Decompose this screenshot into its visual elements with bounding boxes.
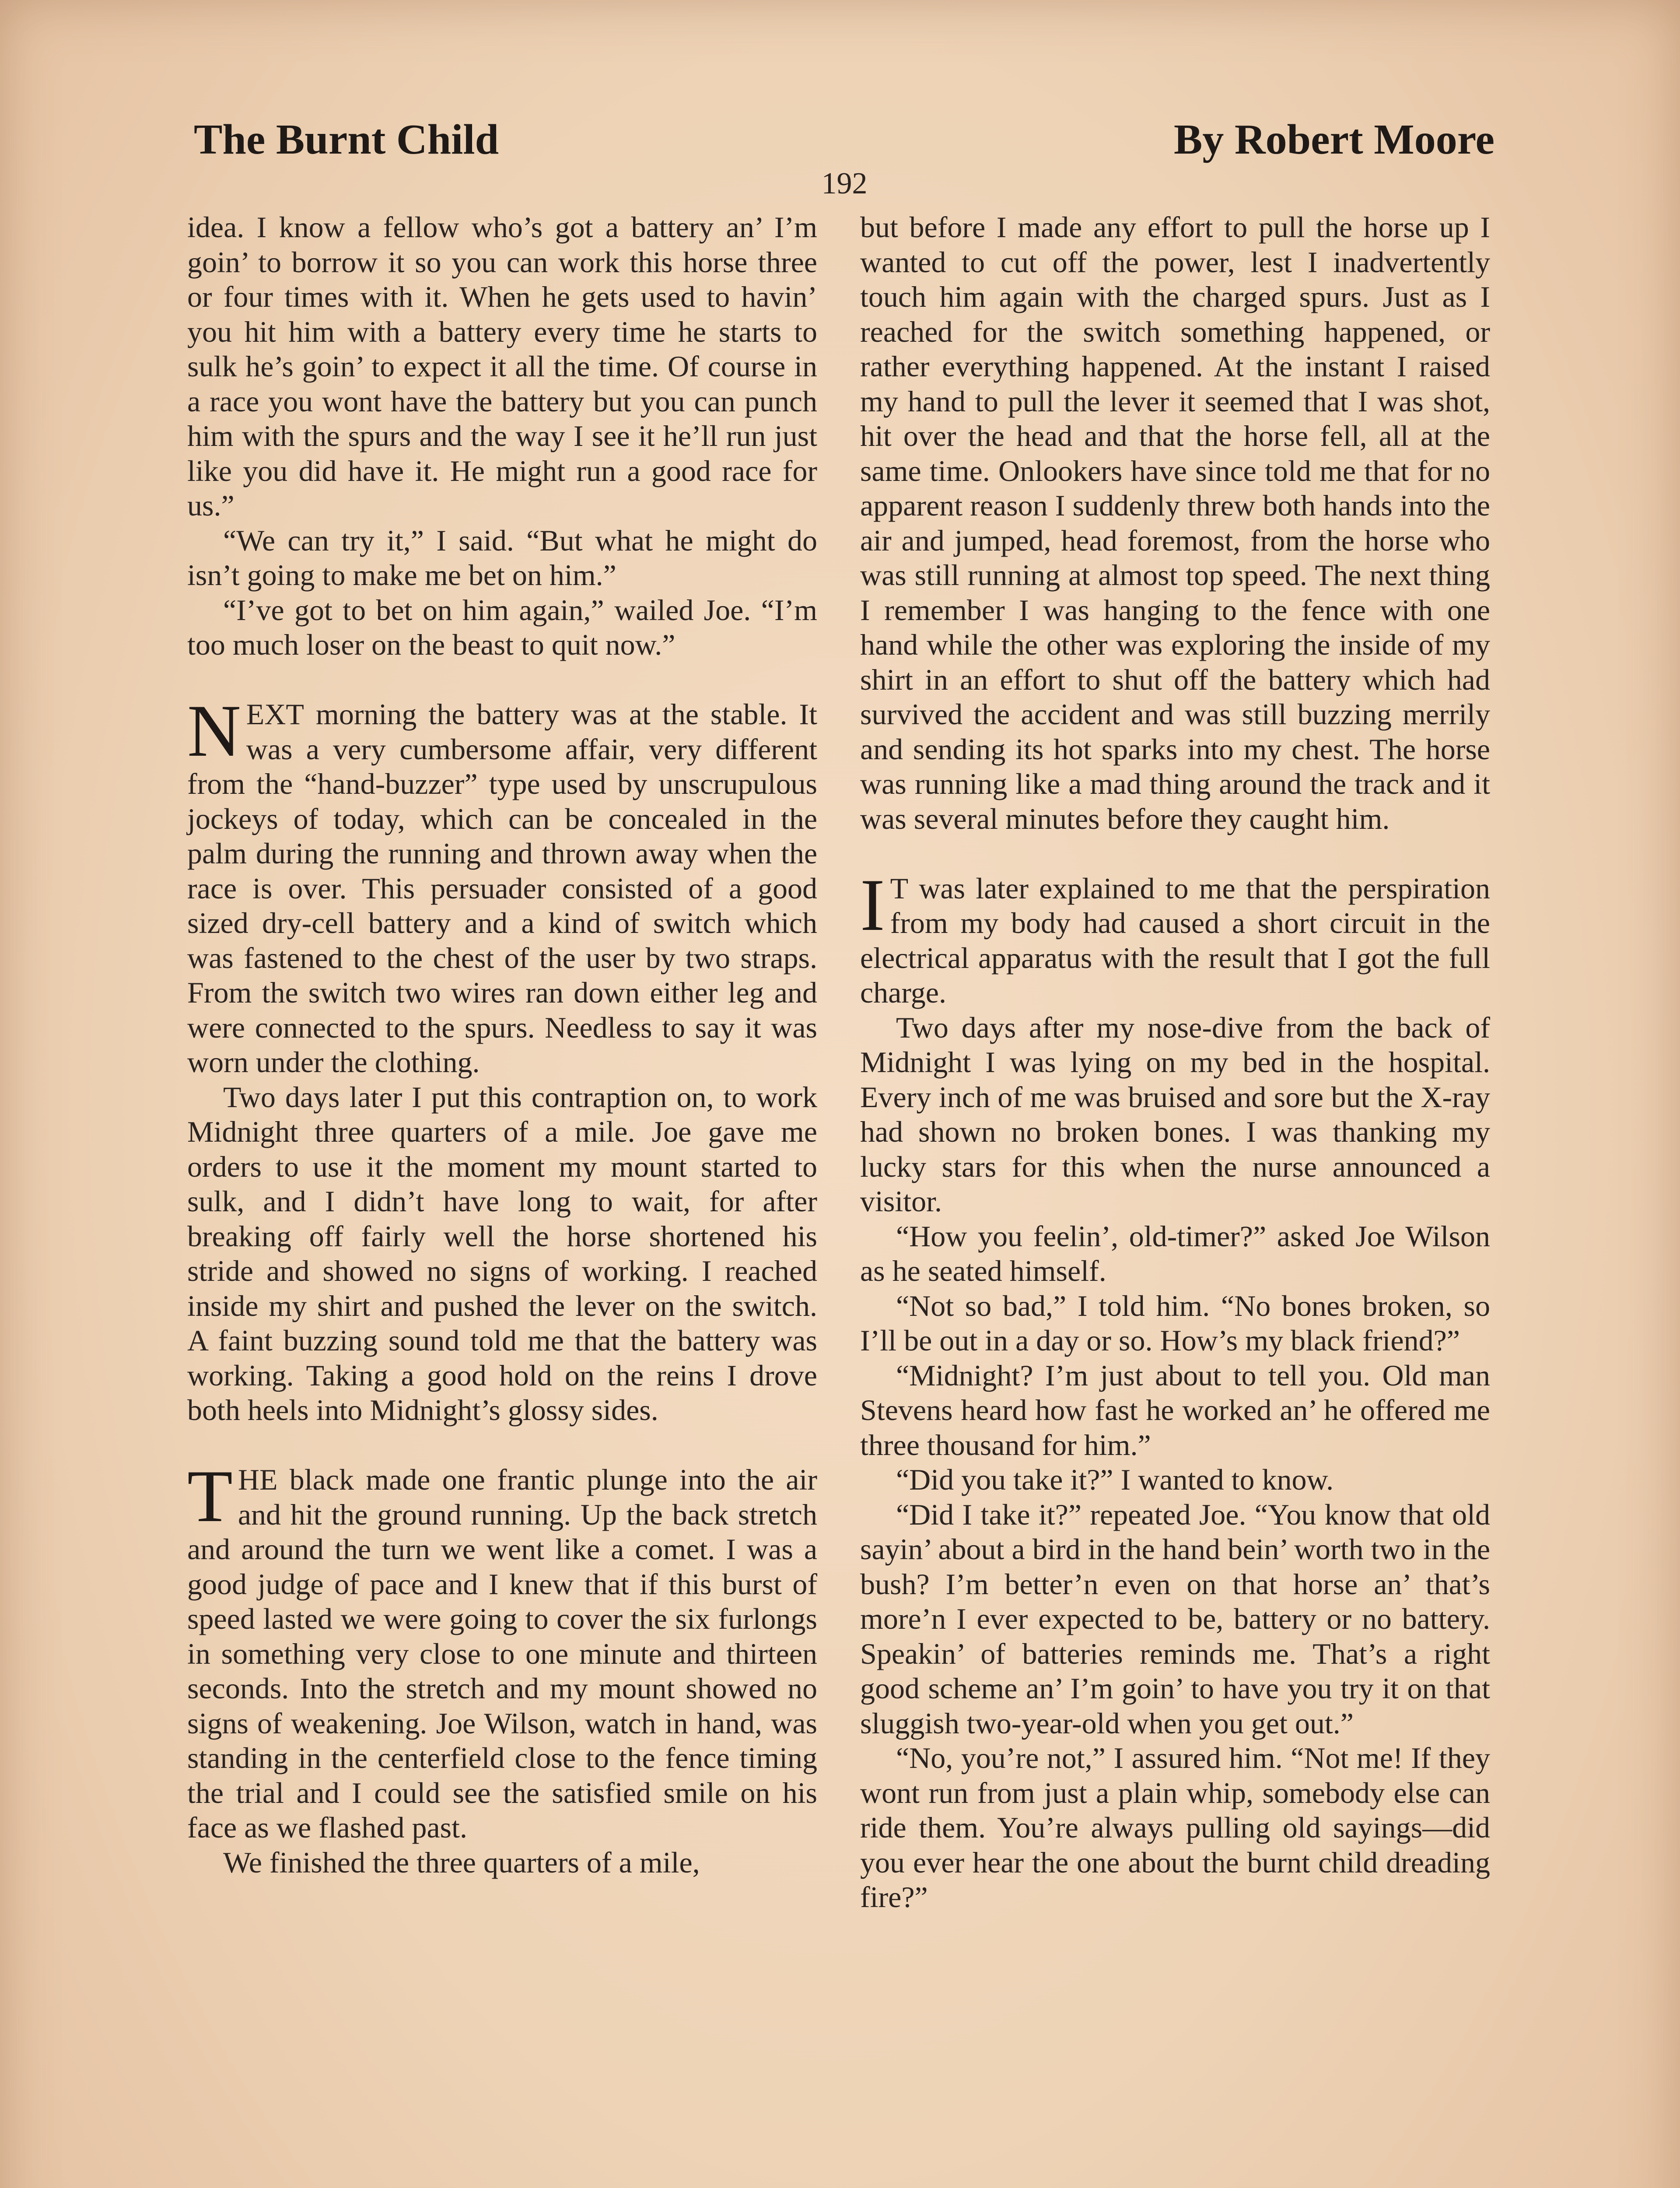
paragraph-text: morning the battery was at the stable. It was a very cumbersome affair, very different from the “hand-buzzer” type used by unscrupulous jockeys of today, which can be concealed in the palm during the running and thrown away when the race is over. This persuader consisted of a good sized dry-cell battery and a kind of switch which was fastened to the chest of the user by two straps. From the switch two wires ran down either leg and were connected to the spurs. Needless to say it was worn under the clothing. <box>187 698 817 1079</box>
story-title: The Burnt Child <box>194 116 499 163</box>
section-break <box>860 836 1490 871</box>
paragraph: “Did I take it?” repeated Joe. “You know that old sayin’ about a bird in the hand bein’ worth two in the bush? I’m better’n even on that horse an’ that’s more’n I ever expected to be, battery or no battery. Speakin’ of batteries reminds me. That’s a right good scheme an’ I’m goin’ to have you try it on that sluggish two-year-old when you get out.” <box>860 1497 1490 1740</box>
right-text-column <box>860 210 1490 1915</box>
author-byline: By Robert Moore <box>1174 116 1494 163</box>
paragraph: “Did you take it?” I wanted to know. <box>896 1463 1334 1496</box>
paragraph: Two days later I put this contraption on, to work Midnight three quarters of a mile. Joe gave me orders to use it the moment my mount started to sulk, and I didn’t have long to wait, for after breaking off fairly well the horse shortened his stride and showed no signs of working. I reached inside my shirt and pushed the lever on the switch. A faint buzzing sound told me that the battery was working. Taking a good hold on the reins I drove both heels into Midnight’s glossy sides. <box>187 1080 817 1427</box>
paragraph: “No, you’re not,” I assured him. “Not me! If they wont run from just a plain whip, somebody else can ride them. You’re always pulling old sayings—did you ever hear the one about the burnt child dreading fire?” <box>860 1741 1490 1914</box>
section-start-paragraph <box>187 690 817 1080</box>
drop-cap: T <box>187 1455 233 1537</box>
paragraph: “Midnight? I’m just about to tell you. Old man Stevens heard how fast he worked an’ he offered me three thousand for him.” <box>860 1358 1490 1462</box>
paragraph-text: black made one frantic plunge into the air and hit the ground running. Up the back stretch and around the turn we went like a comet. I was a good judge of pace and I knew that if this burst of speed lasted we were going to cover the six furlongs in something very close to one minute and thirteen seconds. Into the stretch and my mount showed no signs of weakening. Joe Wilson, watch in hand, was standing in the centerfield close to the fence timing the trial and I could see the satisfied smile on his face as we flashed past. <box>187 1463 817 1844</box>
section-start-paragraph <box>187 1455 817 1845</box>
section-start-paragraph <box>860 863 1490 1010</box>
lead-in: HE <box>238 1463 278 1496</box>
paragraph: Two days after my nose-dive from the back of Midnight I was lying on my bed in the hospital. Every inch of me was bruised and sore but the X-ray had shown no broken bones. I was thanking my lucky stars for this when the nurse announced a visitor. <box>860 1010 1490 1218</box>
drop-cap: I <box>860 863 885 946</box>
paragraph: We finished the three quarters of a mile, <box>223 1845 700 1879</box>
paragraph: “I’ve got to bet on him again,” wailed Joe. “I’m too much loser on the beast to quit now.” <box>187 593 817 661</box>
drop-cap: N <box>187 690 241 772</box>
paragraph: “Not so bad,” I told him. “No bones broken, so I’ll be out in a day or so. How’s my black friend?” <box>860 1289 1490 1357</box>
paragraph-text: was later explained to me that the perspiration from my body had caused a short circuit in the electrical apparatus with the result that I got the full charge. <box>860 871 1490 1009</box>
left-text-column <box>187 210 817 1880</box>
section-break <box>187 663 817 698</box>
paragraph: idea. I know a fellow who’s got a battery an’ I’m goin’ to borrow it so you can work this horse three or four times with it. When he gets used to havin’ you hit him with a battery every time he starts to sulk he’s goin’ to expect it all the time. Of course in a race you wont have the battery but you can punch him with the spurs and the way I see it he’ll run just like you did have it. He might run a good race for us.” <box>187 210 817 522</box>
section-break <box>187 1428 817 1463</box>
page-number: 192 <box>821 167 868 200</box>
paragraph: “How you feelin’, old-timer?” asked Joe Wilson as he seated himself. <box>860 1219 1490 1287</box>
lead-in: T <box>890 871 909 905</box>
paragraph: but before I made any effort to pull the horse up I wanted to cut off the power, lest I inadvertently touch him again with the charged spurs. Just as I reached for the switch something happened, or rather everything happened. At the instant I raised my hand to pull the lever it seemed that I was shot, hit over the head and that the horse fell, all at the same time. Onlookers have since told me that for no apparent reason I suddenly threw both hands into the air and jumped, head foremost, from the horse who was still running at almost top speed. The next thing I remember I was hanging to the fence with one hand while the other was exploring the inside of my shirt in an effort to shut off the battery which had survived the accident and was still buzzing merrily and sending its hot sparks into my chest. The horse was running like a mad thing around the track and it was several minutes before they caught him. <box>860 210 1490 835</box>
lead-in: EXT <box>246 698 304 731</box>
paragraph: “We can try it,” I said. “But what he might do isn’t going to make me bet on him.” <box>187 523 817 592</box>
